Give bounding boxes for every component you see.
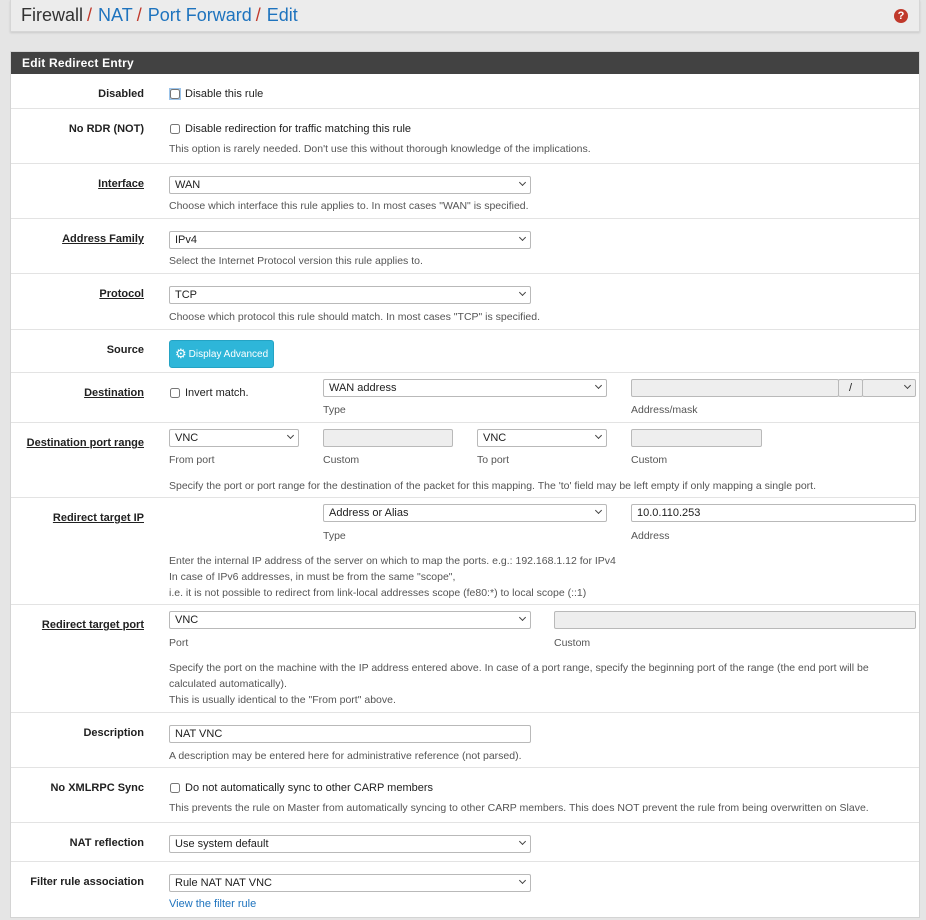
breadcrumb — [21, 5, 298, 25]
breadcrumb-port-forward[interactable]: Port Forward — [147, 5, 252, 25]
interface-hint: Choose which interface this rule applies to. In most cases "WAN" is specified. — [169, 200, 529, 212]
destination-address-input[interactable] — [631, 379, 839, 397]
to-port-value: VNC — [483, 432, 507, 444]
row-disabled — [11, 74, 919, 109]
address-family-hint: Select the Internet Protocol version this rule applies to. — [169, 255, 423, 267]
chevron-down-icon — [287, 432, 294, 439]
row-nat-reflection — [11, 823, 919, 862]
disable-rule-checkbox[interactable] — [170, 89, 180, 99]
destination-mask-select[interactable] — [862, 379, 916, 397]
redirect-port-custom-input[interactable] — [554, 611, 916, 629]
breadcrumb-edit[interactable]: Edit — [266, 5, 298, 25]
invert-match-text: Invert match. — [185, 387, 249, 399]
to-port-custom-input[interactable] — [631, 429, 762, 447]
row-dest-port — [11, 423, 919, 498]
protocol-value: TCP — [175, 289, 197, 301]
from-port-select[interactable] — [169, 429, 299, 447]
nat-reflection-select[interactable] — [169, 835, 531, 853]
row-redirect-port — [11, 605, 919, 713]
redirect-ip-hint-2: In case of IPv6 addresses, in must be from the same "scope", — [169, 571, 456, 583]
breadcrumb-bar — [10, 0, 920, 32]
gear-icon: ⚙ — [175, 346, 187, 361]
row-filter-assoc — [11, 862, 919, 917]
source-label: Source — [106, 344, 144, 356]
chevron-down-icon — [519, 838, 526, 845]
breadcrumb-separator: / — [255, 5, 261, 25]
redirect-port-hint-1: Specify the port on the machine with the IP address entered above. In case of a port range, specify the beginning port of the range (the end port will be — [169, 662, 869, 674]
redirect-address-input[interactable] — [631, 504, 916, 522]
address-family-select[interactable] — [169, 231, 531, 249]
destination-label: Destination — [84, 387, 144, 399]
filter-assoc-value: Rule NAT NAT VNC — [175, 877, 272, 889]
destination-type-value: WAN address — [329, 382, 397, 394]
filter-assoc-label: Filter rule association — [30, 876, 144, 888]
redirect-address-caption: Address — [631, 530, 670, 542]
protocol-select[interactable] — [169, 286, 531, 304]
protocol-label: Protocol — [99, 288, 144, 300]
redirect-port-caption: Port — [169, 637, 189, 649]
chevron-down-icon — [519, 877, 526, 884]
interface-select[interactable] — [169, 176, 531, 194]
row-description — [11, 713, 919, 768]
destination-type-select[interactable] — [323, 379, 607, 397]
chevron-down-icon — [595, 432, 602, 439]
redirect-type-value: Address or Alias — [329, 507, 409, 519]
row-nordr — [11, 109, 919, 164]
dest-port-hint: Specify the port or port range for the destination of the packet for this mapping. The 'to' field may be left empty if only mapping a single port. — [169, 480, 817, 492]
row-redirect-ip — [11, 498, 919, 605]
redirect-type-select[interactable] — [323, 504, 607, 522]
nordr-label: No RDR (NOT) — [68, 123, 144, 135]
from-port-value: VNC — [175, 432, 199, 444]
row-destination — [11, 373, 919, 423]
protocol-hint: Choose which protocol this rule should match. In most cases "TCP" is specified. — [169, 311, 541, 323]
panel-title: Edit Redirect Entry — [11, 52, 919, 74]
redirect-ip-hint-1: Enter the internal IP address of the server on which to map the ports. e.g.: 192.168.1.12 for IPv4 — [169, 555, 616, 567]
chevron-down-icon — [519, 289, 526, 296]
nat-reflection-label: NAT reflection — [69, 837, 144, 849]
disabled-label: Disabled — [98, 88, 144, 100]
edit-redirect-panel — [10, 51, 920, 918]
redirect-type-caption: Type — [323, 530, 346, 542]
redirect-port-select[interactable] — [169, 611, 531, 629]
destination-addr-caption: Address/mask — [631, 404, 698, 416]
redirect-ip-label: Redirect target IP — [52, 512, 144, 524]
from-custom-caption: Custom — [323, 454, 360, 466]
redirect-port-label: Redirect target port — [41, 619, 144, 631]
row-address-family — [11, 219, 919, 274]
to-port-select[interactable] — [477, 429, 607, 447]
redirect-ip-hint-3: i.e. it is not possible to redirect from link-local addresses scope (fe80:*) to local scope (::1) — [169, 587, 587, 599]
breadcrumb-firewall: Firewall — [21, 5, 84, 25]
dest-port-label: Destination port range — [26, 437, 144, 449]
disable-rule-text: Disable this rule — [185, 88, 264, 100]
from-port-custom-input[interactable] — [323, 429, 453, 447]
xmlrpc-text: Do not automatically sync to other CARP members — [185, 782, 434, 794]
description-value: NAT VNC — [175, 728, 223, 740]
display-advanced-label: Display Advanced — [188, 349, 269, 360]
from-port-caption: From port — [169, 454, 215, 466]
interface-value: WAN — [175, 179, 201, 191]
view-filter-rule-link[interactable]: View the filter rule — [169, 898, 257, 910]
destination-type-caption: Type — [323, 404, 346, 416]
address-family-value: IPv4 — [175, 234, 198, 246]
question-circle-icon[interactable]: ? — [894, 9, 908, 23]
mask-separator — [838, 379, 863, 397]
xmlrpc-checkbox[interactable] — [170, 783, 180, 793]
description-hint: A description may be entered here for administrative reference (not parsed). — [169, 750, 522, 762]
invert-match-checkbox[interactable] — [170, 388, 180, 398]
interface-label: Interface — [98, 178, 144, 190]
chevron-down-icon — [519, 234, 526, 241]
address-family-label: Address Family — [62, 233, 144, 245]
redirect-port-hint-2: calculated automatically). — [169, 678, 287, 690]
breadcrumb-nat[interactable]: NAT — [98, 5, 133, 25]
chevron-down-icon — [519, 179, 526, 186]
description-label: Description — [83, 727, 144, 739]
description-input[interactable] — [169, 725, 531, 743]
redirect-port-value: VNC — [175, 614, 199, 626]
row-interface — [11, 164, 919, 219]
redirect-address-value: 10.0.110.253 — [637, 507, 701, 519]
breadcrumb-separator: / — [87, 5, 93, 25]
row-protocol — [11, 274, 919, 330]
nat-reflection-value: Use system default — [175, 838, 269, 850]
row-source — [11, 330, 919, 373]
xmlrpc-hint: This prevents the rule on Master from automatically syncing to other CARP members. This does NOT prevent the rule from being overwritten on Slave. — [169, 802, 869, 814]
breadcrumb-separator: / — [136, 5, 142, 25]
xmlrpc-label: No XMLRPC Sync — [50, 782, 144, 794]
row-xmlrpc — [11, 768, 919, 823]
redirect-custom-caption: Custom — [554, 637, 591, 649]
chevron-down-icon — [595, 382, 602, 389]
chevron-down-icon — [519, 614, 526, 621]
redirect-port-hint-3: This is usually identical to the "From port" above. — [169, 694, 396, 706]
nordr-hint: This option is rarely needed. Don't use this without thorough knowledge of the implications. — [169, 143, 591, 155]
nordr-text: Disable redirection for traffic matching this rule — [185, 123, 412, 135]
nordr-checkbox[interactable] — [170, 124, 180, 134]
mask-separator-text: / — [848, 382, 853, 394]
chevron-down-icon — [904, 382, 911, 389]
to-custom-caption: Custom — [631, 454, 668, 466]
chevron-down-icon — [595, 507, 602, 514]
display-advanced-button[interactable] — [169, 340, 274, 368]
to-port-caption: To port — [477, 454, 510, 466]
filter-assoc-select[interactable] — [169, 874, 531, 892]
